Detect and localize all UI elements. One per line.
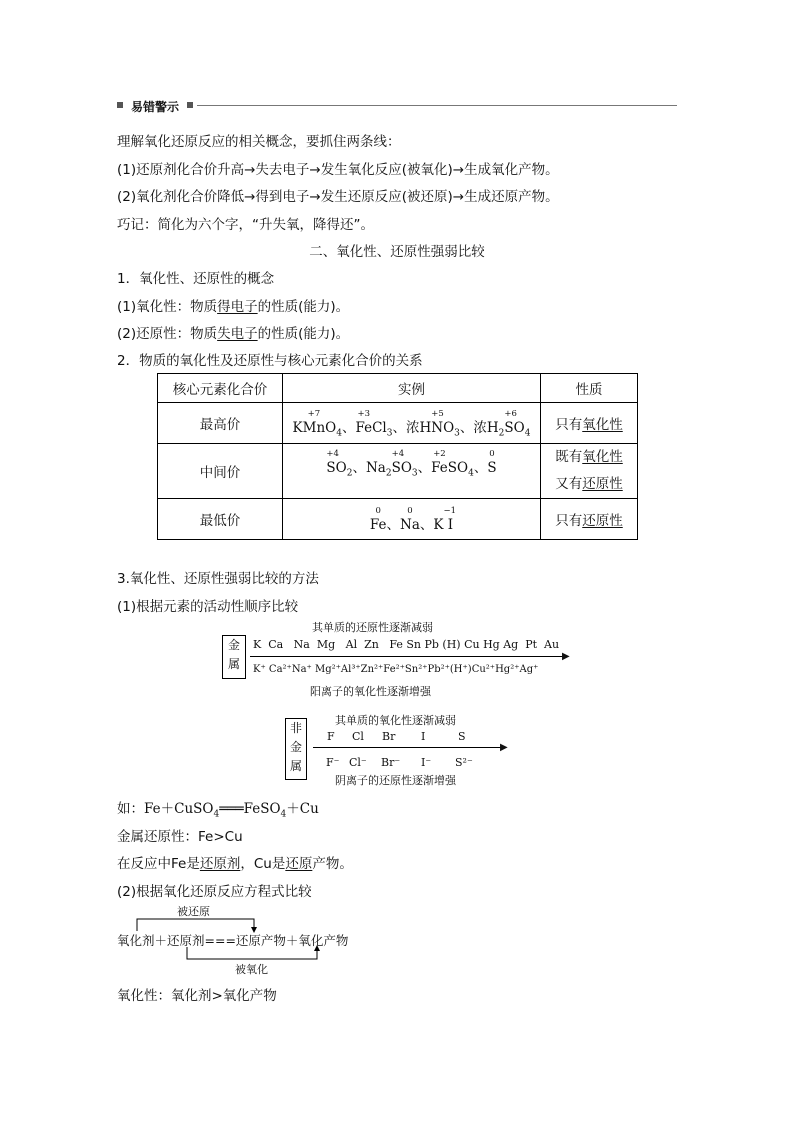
ox-suffix: 的性质(能力)。 [257,299,350,315]
box-char: 属 [227,657,240,671]
nonmetal-element: F [327,730,335,743]
note-part: Fe [171,856,187,872]
note-part: ， [240,856,254,872]
section-title: 二、氧化性、还原性强弱比较 [309,244,485,260]
ox-state: 0 [407,506,413,516]
nonmetal-element: Br [382,730,396,743]
metal-reducing-compare: 金属还原性：Fe>Cu [117,829,243,845]
note-part: 在反应中 [117,856,171,872]
nonmetal-element: Cl [352,730,364,743]
note-part: Cu [253,856,272,872]
property-highest [541,403,638,444]
table-row-highest [158,403,638,444]
ox-state: +2 [433,449,446,459]
notes-intro: 理解氧化还原反应的相关概念，要抓住两条线： [117,134,401,150]
prop-prefix: 又有 [555,476,583,492]
property-lowest [541,499,638,540]
row-label: 最低价 [158,499,283,540]
nonmetal-ion: Cl⁻ [349,756,367,769]
nonmetal-box [285,718,307,780]
box-char: 非 [289,721,302,735]
nonmetal-element: S [458,730,466,743]
notes-line2: (2)氧化剂化合价降低→得到电子→发生还原反应(被还原)→生成还原产物。 [117,189,559,205]
note-part: 是 [186,856,200,872]
ox-key: 得电子 [217,299,258,315]
table-header: 实例 [283,374,541,403]
square-bullet-icon [117,102,123,108]
prop-prefix: 只有 [555,417,583,433]
examples-middle: S +4 $O_2$、$Na_2S$ +4 $O_3$、Fe +2 $SO_4$、S 0 [283,444,541,499]
arrow-right-icon: ▶ [562,651,570,662]
ox-state: 0 [489,449,495,459]
nonmetal-bottom-caption: 阴离子的还原性逐渐增强 [335,774,456,787]
ox-state: +5 [431,408,444,419]
nonmetal-ion: Br⁻ [381,756,401,769]
s3-sub1: (1)根据元素的活动性顺序比较 [117,599,299,615]
nonmetal-top-caption: 其单质的氧化性逐渐减弱 [335,714,456,727]
box-char: 金 [227,638,240,652]
arrow-right-icon: ▶ [500,742,508,753]
notes-tip: 巧记：简化为六个字，“升失氧，降得还”。 [117,217,374,233]
row-label: 最高价 [158,403,283,444]
header-rule [197,105,677,106]
redox-equation-diagram [117,903,367,975]
ox-state: +7 [307,408,321,419]
row-label: 中间价 [158,444,283,499]
metal-top-caption: 其单质的还原性逐渐减弱 [312,621,433,634]
reduced-arrow [137,919,254,931]
table-row-middle [158,444,638,499]
s3-heading: 3.氧化性、还原性强弱比较的方法 [117,571,319,587]
header-title: 易错警示 [131,100,180,114]
box-char: 属 [289,759,302,773]
prop-key: 氧化性 [582,449,623,465]
property-middle [541,444,638,499]
note-key: 还原剂 [199,856,241,872]
prop-key: 还原性 [582,476,623,492]
square-bullet-icon [187,102,193,108]
example-reaction: 如：Fe＋CuSO$_4$═══FeSO$_4$＋Cu [117,801,319,820]
reaction-note [117,852,353,872]
metal-elements: K Ca Na Mg Al Zn Fe Sn Pb (H) Cu Hg Ag Pt Au [253,638,560,651]
ox-state: +3 [357,408,371,419]
s1-oxidizing-def [117,295,349,315]
notes-line1: (1)还原剂化合价升高→失去电子→发生氧化反应(被氧化)→生成氧化产物。 [117,162,559,178]
prop-prefix: 既有 [555,449,583,465]
ox-state: +6 [504,408,517,419]
oxidized-label: 被氧化 [235,963,268,976]
metal-ions: K⁺ Ca²⁺Na⁺ Mg²⁺Al³⁺Zn²⁺Fe²⁺Sn²⁺Pb²⁺(H⁺)Cu²⁺Hg²⁺Ag⁺ [253,664,539,675]
conclusion: 氧化性：氧化剂>氧化产物 [117,988,277,1004]
metal-activity-diagram [222,619,582,699]
red-suffix: 的性质(能力)。 [257,326,350,342]
examples-highest: KMn +7 $O_4$、Fe +3 $Cl_3$、浓HN +5 $O_3$、浓$H_2S$ +6 $O_4$ [283,403,541,444]
ox-state: +4 [391,449,405,459]
table-row-lowest [158,499,638,540]
example-label: 如： [117,801,144,817]
note-part: 产物。 [312,856,353,872]
ox-state: +4 [326,449,339,459]
ox-prefix: (1)氧化性：物质 [117,299,218,315]
nonmetal-axis [313,747,503,748]
nonmetal-element: I [421,730,426,743]
section-header [117,98,677,114]
nonmetal-ion: F⁻ [326,756,340,769]
nonmetal-ion: S²⁻ [455,756,473,769]
metal-box [222,635,246,679]
nonmetal-ion: I⁻ [421,756,432,769]
table-header: 核心元素化合价 [158,374,283,403]
note-part: 是 [271,856,286,872]
metal-axis [250,656,566,657]
table-header-row [158,374,638,403]
redox-equation: 氧化剂＋还原剂===还原产物＋氧化产物 [117,933,349,948]
s2-heading: 2．物质的氧化性及还原性与核心元素化合价的关系 [117,353,423,369]
prop-prefix: 只有 [555,513,583,529]
s1-reducing-def [117,322,349,342]
box-char: 金 [289,740,302,754]
red-prefix: (2)还原性：物质 [117,326,218,342]
red-key: 失电子 [217,326,258,342]
valence-table [157,373,638,540]
prop-key: 氧化性 [582,417,623,433]
note-key: 还原 [285,856,313,872]
examples-lowest: Fe 0 、Na 0 、K I −1 [283,499,541,540]
s1-heading: 1．氧化性、还原性的概念 [117,271,275,287]
nonmetal-activity-diagram [285,712,525,792]
s3-sub2: (2)根据氧化还原反应方程式比较 [117,884,312,900]
metal-bottom-caption: 阳离子的氧化性逐渐增强 [310,685,431,698]
table-header: 性质 [541,374,638,403]
ox-state: 0 [375,506,381,516]
prop-key: 还原性 [582,513,623,529]
ox-state: −1 [443,506,457,516]
reduced-label: 被还原 [177,905,210,918]
